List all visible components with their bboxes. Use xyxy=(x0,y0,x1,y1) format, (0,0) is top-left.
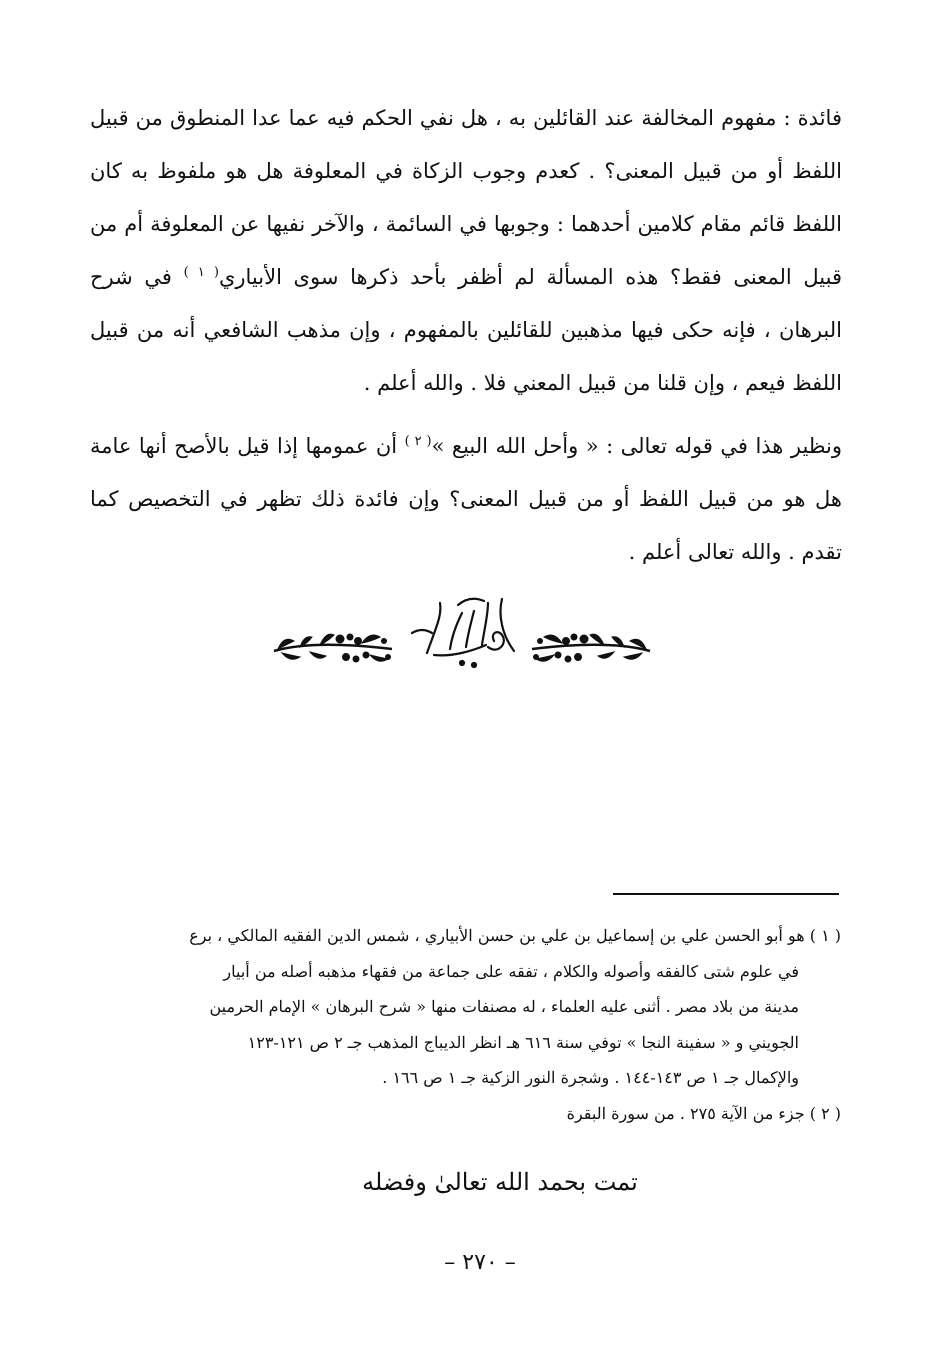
left-floral-vine-icon xyxy=(274,634,392,662)
footnotes xyxy=(96,918,841,1131)
footnote-separator xyxy=(613,893,839,895)
footnote-2-number: ( ٢ ) xyxy=(809,1103,841,1123)
footnote-ref-2[interactable]: ( ٢ ) xyxy=(404,434,432,449)
colophon: تمت بحمد الله تعالىٰ وفضله xyxy=(362,1168,638,1196)
footnote-1-number: ( ١ ) xyxy=(809,926,841,945)
footnote-1-line-1 xyxy=(96,918,841,954)
footnote-1-line-5: والإكمال جـ ١ ص ١٤٣-١٤٤ . وشجرة النور الزكية جـ ١ ص ١٦٦ . xyxy=(382,1068,799,1087)
footnote-1-text: هو أبو الحسن علي بن إسماعيل بن علي بن حسن الأبياري ، شمس الدين الفقيه المالكي ، برع xyxy=(189,926,805,945)
paragraph-2 xyxy=(90,420,842,579)
footnote-1-line-2: في علوم شتى كالفقه وأصوله والكلام ، تفقه على جماعة من فقهاء مذهبه أصله من أبيار xyxy=(223,961,799,981)
footnote-ref-1[interactable]: ( ١ ) xyxy=(183,265,219,280)
footnote-2-text: جزء من الآية ٢٧٥ . من سورة البقرة xyxy=(566,1103,805,1123)
footnote-2-line-1 xyxy=(96,1096,841,1132)
floral-calligraphy-ornament-icon xyxy=(262,585,662,675)
paragraph-1-text-after: في شرح البرهان ، فإنه حكى فيها مذهبين للقائلين بالمفهوم ، وإن مذهب الشافعي أنه من قبيل اللفظ فيعم ، وإن قلنا من قبيل المعني فلا . والله أعلم . xyxy=(90,265,842,395)
paragraph-2-text-after: أن عمومها إذا قيل بالأصح أنها عامة هل هو من قبيل اللفظ أو من قبيل المعنى؟ وإن فائدة ذلك تظهر في التخصيص كما تقدم . والله تعالى أعلم . xyxy=(90,434,842,564)
footnote-1-line-4: الجويني و « سفينة النجا » توفي سنة ٦١٦ هـ انظر الديباج المذهب جـ ٢ ص ١٢١-١٢٣ xyxy=(247,1032,799,1052)
page-number: – ٢٧٠ – xyxy=(444,1250,516,1275)
paragraph-1-text-before: فائدة : مفهوم المخالفة عند القائلين به ، هل نفي الحكم فيه عما عدا المنطوق من قبيل اللفظ أو من قبيل المعنى؟ . كعدم وجوب الزكاة في المعلوفة هل هو ملفوظ به كان اللفظ قائم مقام كلامين أحدهما : وجوبها في السائمة ، والآخر نفيها عن المعلوفة أم من قبيل المعنى فقط؟ هذه المسألة لم أظفر بأحد ذكرها سوى الأبياري xyxy=(90,106,842,289)
paragraph-1 xyxy=(90,92,842,410)
paragraph-2-text-before: ونظير هذا في قوله تعالى : « وأحل الله البيع » xyxy=(431,434,842,458)
footnote-1-line-3: مدينة من بلاد مصر . أثنى عليه العلماء ، له مصنفات منها « شرح البرهان » الإمام الحرمين xyxy=(209,997,799,1016)
calligraphy-emblem-icon xyxy=(412,599,514,667)
main-text xyxy=(90,92,842,579)
right-floral-vine-icon xyxy=(532,634,650,662)
